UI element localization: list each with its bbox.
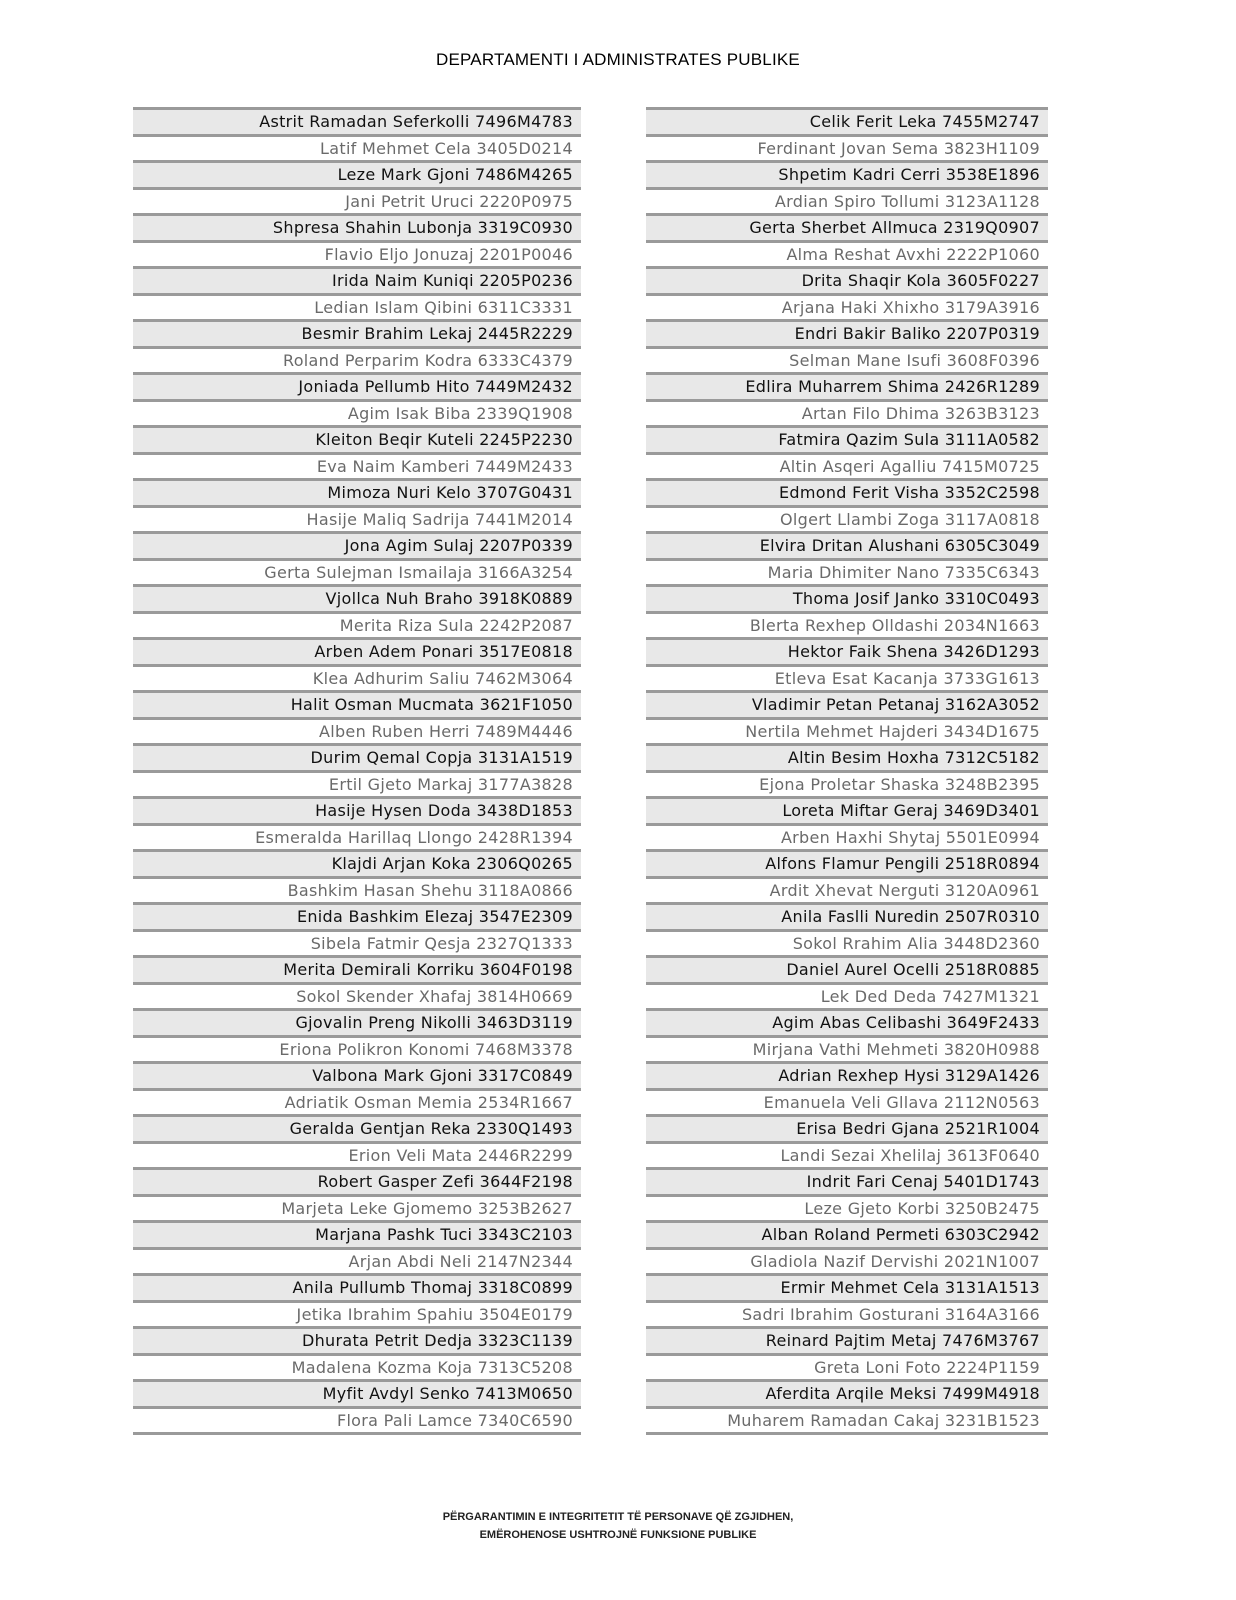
list-item: Anila Pullumb Thomaj 3318C0899 bbox=[133, 1273, 581, 1300]
list-item: Roland Perparim Kodra 6333C4379 bbox=[133, 346, 581, 373]
list-item: Ardian Spiro Tollumi 3123A1128 bbox=[646, 187, 1048, 214]
list-item: Vjollca Nuh Braho 3918K0889 bbox=[133, 584, 581, 611]
list-item: Altin Asqeri Agalliu 7415M0725 bbox=[646, 452, 1048, 479]
list-item: Mirjana Vathi Mehmeti 3820H0988 bbox=[646, 1035, 1048, 1062]
list-item: Klea Adhurim Saliu 7462M3064 bbox=[133, 664, 581, 691]
list-item: Erisa Bedri Gjana 2521R1004 bbox=[646, 1114, 1048, 1141]
list-item: Erion Veli Mata 2446R2299 bbox=[133, 1141, 581, 1168]
list-item: Nertila Mehmet Hajderi 3434D1675 bbox=[646, 717, 1048, 744]
list-item: Landi Sezai Xhelilaj 3613F0640 bbox=[646, 1141, 1048, 1168]
list-item: Bashkim Hasan Shehu 3118A0866 bbox=[133, 876, 581, 903]
list-item: Leze Gjeto Korbi 3250B2475 bbox=[646, 1194, 1048, 1221]
footer-line-2: EMËROHENOSE USHTROJNË FUNKSIONE PUBLIKE bbox=[479, 1529, 757, 1541]
list-item: Durim Qemal Copja 3131A1519 bbox=[133, 743, 581, 770]
list-item: Daniel Aurel Ocelli 2518R0885 bbox=[646, 955, 1048, 982]
list-item: Jetika Ibrahim Spahiu 3504E0179 bbox=[133, 1300, 581, 1327]
list-item: Selman Mane Isufi 3608F0396 bbox=[646, 346, 1048, 373]
list-item: Flavio Eljo Jonuzaj 2201P0046 bbox=[133, 240, 581, 267]
list-item: Lek Ded Deda 7427M1321 bbox=[646, 982, 1048, 1009]
list-item: Arben Haxhi Shytaj 5501E0994 bbox=[646, 823, 1048, 850]
list-item: Jani Petrit Uruci 2220P0975 bbox=[133, 187, 581, 214]
list-item: Ertil Gjeto Markaj 3177A3828 bbox=[133, 770, 581, 797]
list-item: Hasije Hysen Doda 3438D1853 bbox=[133, 796, 581, 823]
list-item: Loreta Miftar Geraj 3469D3401 bbox=[646, 796, 1048, 823]
list-item: Merita Riza Sula 2242P2087 bbox=[133, 611, 581, 638]
list-item: Alma Reshat Avxhi 2222P1060 bbox=[646, 240, 1048, 267]
list-item: Merita Demirali Korriku 3604F0198 bbox=[133, 955, 581, 982]
list-item: Marjana Pashk Tuci 3343C2103 bbox=[133, 1220, 581, 1247]
list-item: Adriatik Osman Memia 2534R1667 bbox=[133, 1088, 581, 1115]
list-item: Astrit Ramadan Seferkolli 7496M4783 bbox=[133, 107, 581, 134]
list-item: Gerta Sherbet Allmuca 2319Q0907 bbox=[646, 213, 1048, 240]
list-item: Sadri Ibrahim Gosturani 3164A3166 bbox=[646, 1300, 1048, 1327]
list-item: Alben Ruben Herri 7489M4446 bbox=[133, 717, 581, 744]
list-item: Indrit Fari Cenaj 5401D1743 bbox=[646, 1167, 1048, 1194]
list-item: Enida Bashkim Elezaj 3547E2309 bbox=[133, 902, 581, 929]
list-item: Anila Faslli Nuredin 2507R0310 bbox=[646, 902, 1048, 929]
list-item: Ermir Mehmet Cela 3131A1513 bbox=[646, 1273, 1048, 1300]
list-item: Shpetim Kadri Cerri 3538E1896 bbox=[646, 160, 1048, 187]
list-item: Agim Abas Celibashi 3649F2433 bbox=[646, 1008, 1048, 1035]
list-item: Flora Pali Lamce 7340C6590 bbox=[133, 1406, 581, 1433]
list-item: Alban Roland Permeti 6303C2942 bbox=[646, 1220, 1048, 1247]
list-item: Maria Dhimiter Nano 7335C6343 bbox=[646, 558, 1048, 585]
list-item: Halit Osman Mucmata 3621F1050 bbox=[133, 690, 581, 717]
list-item: Klajdi Arjan Koka 2306Q0265 bbox=[133, 849, 581, 876]
list-item: Marjeta Leke Gjomemo 3253B2627 bbox=[133, 1194, 581, 1221]
list-item: Gjovalin Preng Nikolli 3463D3119 bbox=[133, 1008, 581, 1035]
list-item: Elvira Dritan Alushani 6305C3049 bbox=[646, 531, 1048, 558]
list-item: Robert Gasper Zefi 3644F2198 bbox=[133, 1167, 581, 1194]
list-item: Blerta Rexhep Olldashi 2034N1663 bbox=[646, 611, 1048, 638]
list-item: Hasije Maliq Sadrija 7441M2014 bbox=[133, 505, 581, 532]
list-item: Jona Agim Sulaj 2207P0339 bbox=[133, 531, 581, 558]
list-item: Greta Loni Foto 2224P1159 bbox=[646, 1353, 1048, 1380]
list-item: Fatmira Qazim Sula 3111A0582 bbox=[646, 425, 1048, 452]
list-item: Altin Besim Hoxha 7312C5182 bbox=[646, 743, 1048, 770]
page-title: DEPARTAMENTI I ADMINISTRATES PUBLIKE bbox=[436, 50, 800, 69]
footer bbox=[0, 1508, 1236, 1544]
list-item: Olgert Llambi Zoga 3117A0818 bbox=[646, 505, 1048, 532]
list-item: Thoma Josif Janko 3310C0493 bbox=[646, 584, 1048, 611]
list-item: Emanuela Veli Gllava 2112N0563 bbox=[646, 1088, 1048, 1115]
list-item: Gerta Sulejman Ismailaja 3166A3254 bbox=[133, 558, 581, 585]
divider bbox=[133, 1432, 581, 1435]
list-item: Edlira Muharrem Shima 2426R1289 bbox=[646, 372, 1048, 399]
list-item: Adrian Rexhep Hysi 3129A1426 bbox=[646, 1061, 1048, 1088]
list-item: Gladiola Nazif Dervishi 2021N1007 bbox=[646, 1247, 1048, 1274]
list-item: Arben Adem Ponari 3517E0818 bbox=[133, 637, 581, 664]
list-item: Edmond Ferit Visha 3352C2598 bbox=[646, 478, 1048, 505]
list-item: Drita Shaqir Kola 3605F0227 bbox=[646, 266, 1048, 293]
list-item: Esmeralda Harillaq Llongo 2428R1394 bbox=[133, 823, 581, 850]
list-item: Dhurata Petrit Dedja 3323C1139 bbox=[133, 1326, 581, 1353]
list-item: Celik Ferit Leka 7455M2747 bbox=[646, 107, 1048, 134]
left-name-list bbox=[133, 107, 581, 1435]
list-item: Alfons Flamur Pengili 2518R0894 bbox=[646, 849, 1048, 876]
list-item: Agim Isak Biba 2339Q1908 bbox=[133, 399, 581, 426]
list-item: Geralda Gentjan Reka 2330Q1493 bbox=[133, 1114, 581, 1141]
list-item: Latif Mehmet Cela 3405D0214 bbox=[133, 134, 581, 161]
list-item: Endri Bakir Baliko 2207P0319 bbox=[646, 319, 1048, 346]
list-item: Ardit Xhevat Nerguti 3120A0961 bbox=[646, 876, 1048, 903]
list-item: Hektor Faik Shena 3426D1293 bbox=[646, 637, 1048, 664]
list-item: Reinard Pajtim Metaj 7476M3767 bbox=[646, 1326, 1048, 1353]
list-item: Etleva Esat Kacanja 3733G1613 bbox=[646, 664, 1048, 691]
footer-line-1: PËRGARANTIMIN E INTEGRITETIT TË PERSONAVE QË ZGJIDHEN, bbox=[442, 1511, 794, 1523]
list-item: Ledian Islam Qibini 6311C3331 bbox=[133, 293, 581, 320]
list-item: Eriona Polikron Konomi 7468M3378 bbox=[133, 1035, 581, 1062]
list-item: Ejona Proletar Shaska 3248B2395 bbox=[646, 770, 1048, 797]
list-item: Aferdita Arqile Meksi 7499M4918 bbox=[646, 1379, 1048, 1406]
list-item: Shpresa Shahin Lubonja 3319C0930 bbox=[133, 213, 581, 240]
list-item: Joniada Pellumb Hito 7449M2432 bbox=[133, 372, 581, 399]
list-item: Sibela Fatmir Qesja 2327Q1333 bbox=[133, 929, 581, 956]
list-item: Mimoza Nuri Kelo 3707G0431 bbox=[133, 478, 581, 505]
list-item: Vladimir Petan Petanaj 3162A3052 bbox=[646, 690, 1048, 717]
list-item: Artan Filo Dhima 3263B3123 bbox=[646, 399, 1048, 426]
list-item: Leze Mark Gjoni 7486M4265 bbox=[133, 160, 581, 187]
list-item: Valbona Mark Gjoni 3317C0849 bbox=[133, 1061, 581, 1088]
list-item: Muharem Ramadan Cakaj 3231B1523 bbox=[646, 1406, 1048, 1433]
list-item: Sokol Skender Xhafaj 3814H0669 bbox=[133, 982, 581, 1009]
list-item: Eva Naim Kamberi 7449M2433 bbox=[133, 452, 581, 479]
right-name-list bbox=[646, 107, 1048, 1435]
list-item: Ferdinant Jovan Sema 3823H1109 bbox=[646, 134, 1048, 161]
list-item: Arjan Abdi Neli 2147N2344 bbox=[133, 1247, 581, 1274]
list-item: Kleiton Beqir Kuteli 2245P2230 bbox=[133, 425, 581, 452]
list-item: Besmir Brahim Lekaj 2445R2229 bbox=[133, 319, 581, 346]
list-item: Sokol Rrahim Alia 3448D2360 bbox=[646, 929, 1048, 956]
list-item: Irida Naim Kuniqi 2205P0236 bbox=[133, 266, 581, 293]
list-item: Arjana Haki Xhixho 3179A3916 bbox=[646, 293, 1048, 320]
list-item: Madalena Kozma Koja 7313C5208 bbox=[133, 1353, 581, 1380]
divider bbox=[646, 1432, 1048, 1435]
list-item: Myfit Avdyl Senko 7413M0650 bbox=[133, 1379, 581, 1406]
